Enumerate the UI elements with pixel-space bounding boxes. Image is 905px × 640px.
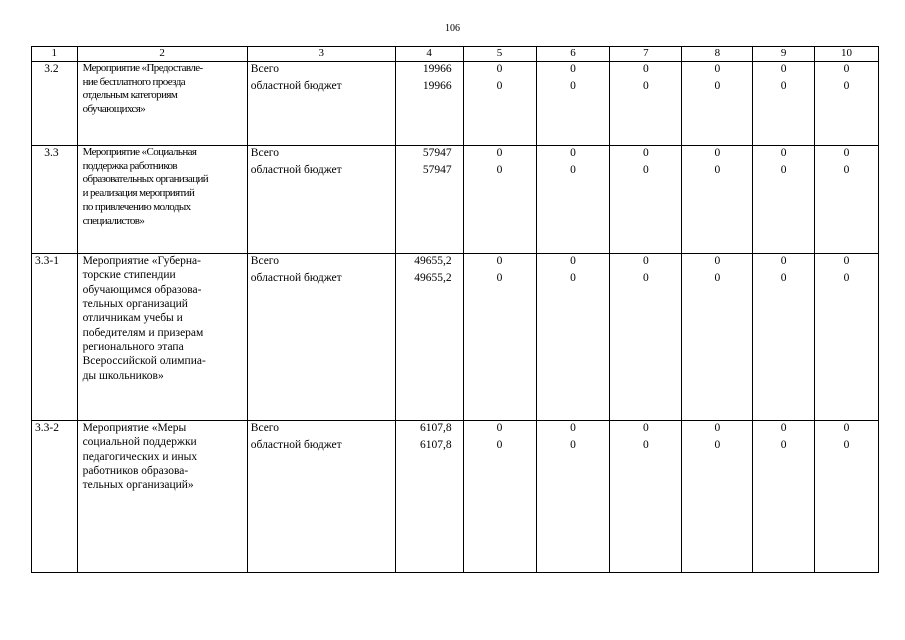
year-value: 0: [570, 438, 576, 451]
header-cell: 5: [463, 47, 536, 62]
funding-source: Всего: [250, 146, 279, 159]
year-value: 0: [714, 438, 721, 451]
year-value: 0: [843, 421, 850, 434]
year-value: 0: [714, 146, 721, 159]
measure-name-line: специалистов»: [82, 214, 145, 227]
year-value-cell: [753, 253, 815, 420]
header-cell: 4: [395, 47, 463, 62]
measure-name-line: победителям и призерам: [82, 326, 204, 339]
row-number: 3.2: [44, 62, 59, 75]
year-value-cell: [610, 61, 682, 145]
year-value: 0: [843, 438, 850, 451]
funding-source-cell: [247, 420, 395, 572]
measure-name-line: социальной поддержки: [82, 436, 197, 449]
measure-name-cell: [77, 61, 247, 145]
total-value: 19966: [422, 62, 452, 75]
measure-name-line: образовательных организаций: [82, 173, 209, 186]
year-value-cell: [610, 145, 682, 253]
year-value: 0: [496, 62, 503, 75]
measure-name-line: торские стипендии: [82, 269, 176, 282]
row-number-cell: [32, 61, 78, 145]
measure-name-line: ние бесплатного проезда: [82, 75, 185, 88]
header-cell: 8: [682, 47, 753, 62]
year-value: 0: [780, 421, 787, 434]
year-value: 0: [496, 271, 503, 284]
measure-name-line: ды школьников»: [82, 369, 164, 382]
measure-name-line: поддержка работников: [82, 159, 178, 172]
year-value: 0: [570, 271, 576, 284]
table-row: [32, 253, 879, 420]
year-value: 0: [780, 254, 787, 267]
year-value: 0: [843, 271, 850, 284]
budget-table: [31, 46, 879, 573]
year-value-cell: [610, 253, 682, 420]
year-value: 0: [843, 163, 850, 176]
year-value: 0: [496, 163, 503, 176]
year-value: 0: [570, 421, 576, 434]
year-value: 0: [643, 438, 649, 451]
measure-name-line: работников образова-: [82, 464, 189, 477]
year-value: 0: [843, 62, 850, 75]
year-value-cell: [682, 253, 753, 420]
measure-name-cell: [77, 420, 247, 572]
header-cell: 3: [247, 47, 395, 62]
year-value: 0: [780, 271, 787, 284]
year-value-cell: [682, 420, 753, 572]
year-value: 0: [496, 146, 503, 159]
year-value-cell: [463, 61, 536, 145]
total-cell: [395, 420, 463, 572]
year-value-cell: [682, 145, 753, 253]
header-cell: 2: [77, 47, 247, 62]
funding-source: областной бюджет: [250, 438, 342, 451]
year-value: 0: [780, 438, 787, 451]
funding-source: Всего: [250, 254, 279, 267]
year-value: 0: [643, 271, 649, 284]
measure-name-line: и реализация мероприятий: [82, 187, 195, 199]
year-value: 0: [714, 79, 721, 92]
funding-source: областной бюджет: [250, 163, 342, 176]
row-number: 3.3-1: [35, 254, 59, 267]
year-value: 0: [714, 254, 721, 267]
total-value: 19966: [422, 79, 452, 92]
year-value-cell: [815, 420, 879, 572]
measure-name-line: обучающимся образова-: [82, 283, 202, 296]
funding-source-cell: [247, 145, 395, 253]
measure-name-line: отдельным категориям: [82, 89, 178, 102]
year-value: 0: [643, 146, 649, 159]
measure-name-line: по привлечению молодых: [82, 200, 191, 213]
table-row: [32, 420, 879, 572]
measure-name-line: регионального этапа: [82, 341, 184, 353]
year-value: 0: [570, 62, 576, 75]
measure-name-line: обучающихся»: [82, 103, 146, 115]
funding-source-cell: [247, 253, 395, 420]
year-value: 0: [570, 254, 576, 267]
total-value: 6107,8: [419, 438, 452, 451]
year-value-cell: [753, 61, 815, 145]
measure-name-line: тельных организаций: [82, 297, 188, 310]
year-value: 0: [714, 62, 721, 75]
year-value-cell: [536, 145, 610, 253]
total-cell: [395, 253, 463, 420]
page-number: 106: [445, 23, 460, 34]
header-cell: 9: [753, 47, 815, 62]
year-value: 0: [714, 271, 721, 284]
year-value-cell: [610, 420, 682, 572]
year-value: 0: [570, 163, 576, 176]
year-value-cell: [536, 253, 610, 420]
year-value: 0: [496, 438, 503, 451]
row-number: 3.3: [44, 146, 59, 159]
year-value: 0: [643, 163, 649, 176]
header-cell: 10: [815, 47, 879, 62]
year-value: 0: [714, 421, 721, 434]
measure-name-line: Мероприятие «Меры: [82, 421, 187, 434]
row-number-cell: [32, 420, 78, 572]
year-value-cell: [753, 145, 815, 253]
measure-name-line: Мероприятие «Предоставле-: [82, 61, 203, 74]
measure-name-line: отличникам учебы и: [82, 312, 183, 325]
funding-source: областной бюджет: [250, 79, 342, 92]
year-value: 0: [843, 254, 850, 267]
year-value: 0: [496, 421, 503, 434]
year-value-cell: [753, 420, 815, 572]
row-number-cell: [32, 145, 78, 253]
row-number-cell: [32, 253, 78, 420]
year-value: 0: [643, 254, 649, 267]
year-value: 0: [570, 146, 576, 159]
year-value: 0: [843, 146, 850, 159]
table-body: [32, 47, 879, 573]
header-row: [32, 47, 879, 62]
year-value-cell: [682, 61, 753, 145]
year-value: 0: [780, 146, 787, 159]
table-row: [32, 61, 879, 145]
total-value: 57947: [422, 163, 452, 176]
total-value: 6107,8: [419, 421, 452, 434]
year-value-cell: [536, 420, 610, 572]
year-value-cell: [463, 253, 536, 420]
year-value: 0: [780, 62, 787, 75]
year-value: 0: [714, 163, 721, 176]
measure-name-line: тельных организаций»: [82, 479, 194, 492]
total-cell: [395, 145, 463, 253]
year-value-cell: [536, 61, 610, 145]
header-cell: 6: [536, 47, 610, 62]
year-value: 0: [643, 421, 649, 434]
funding-source: Всего: [250, 421, 279, 434]
year-value: 0: [643, 62, 649, 75]
funding-source-cell: [247, 61, 395, 145]
total-value: 49655,2: [414, 254, 452, 267]
year-value: 0: [496, 79, 503, 92]
total-cell: [395, 61, 463, 145]
year-value: 0: [843, 79, 850, 92]
measure-name-line: Мероприятие «Социальная: [82, 145, 197, 158]
measure-name-line: Всероссийской олимпиа-: [82, 355, 206, 368]
year-value: 0: [643, 79, 649, 92]
row-number: 3.3-2: [35, 421, 59, 434]
year-value-cell: [463, 145, 536, 253]
year-value: 0: [570, 79, 576, 92]
measure-name-cell: [77, 145, 247, 253]
funding-source: областной бюджет: [250, 271, 342, 284]
year-value-cell: [815, 145, 879, 253]
total-value: 49655,2: [414, 271, 452, 284]
year-value: 0: [780, 79, 787, 92]
header-cell: 1: [32, 47, 78, 62]
funding-source: Всего: [250, 62, 279, 75]
table-row: [32, 145, 879, 253]
year-value-cell: [463, 420, 536, 572]
measure-name-cell: [77, 253, 247, 420]
year-value: 0: [496, 254, 503, 267]
total-value: 57947: [422, 146, 452, 159]
year-value-cell: [815, 61, 879, 145]
year-value-cell: [815, 253, 879, 420]
header-cell: 7: [610, 47, 682, 62]
measure-name-line: педагогических и иных: [82, 450, 198, 463]
measure-name-line: Мероприятие «Губерна-: [82, 254, 201, 267]
year-value: 0: [780, 163, 787, 176]
